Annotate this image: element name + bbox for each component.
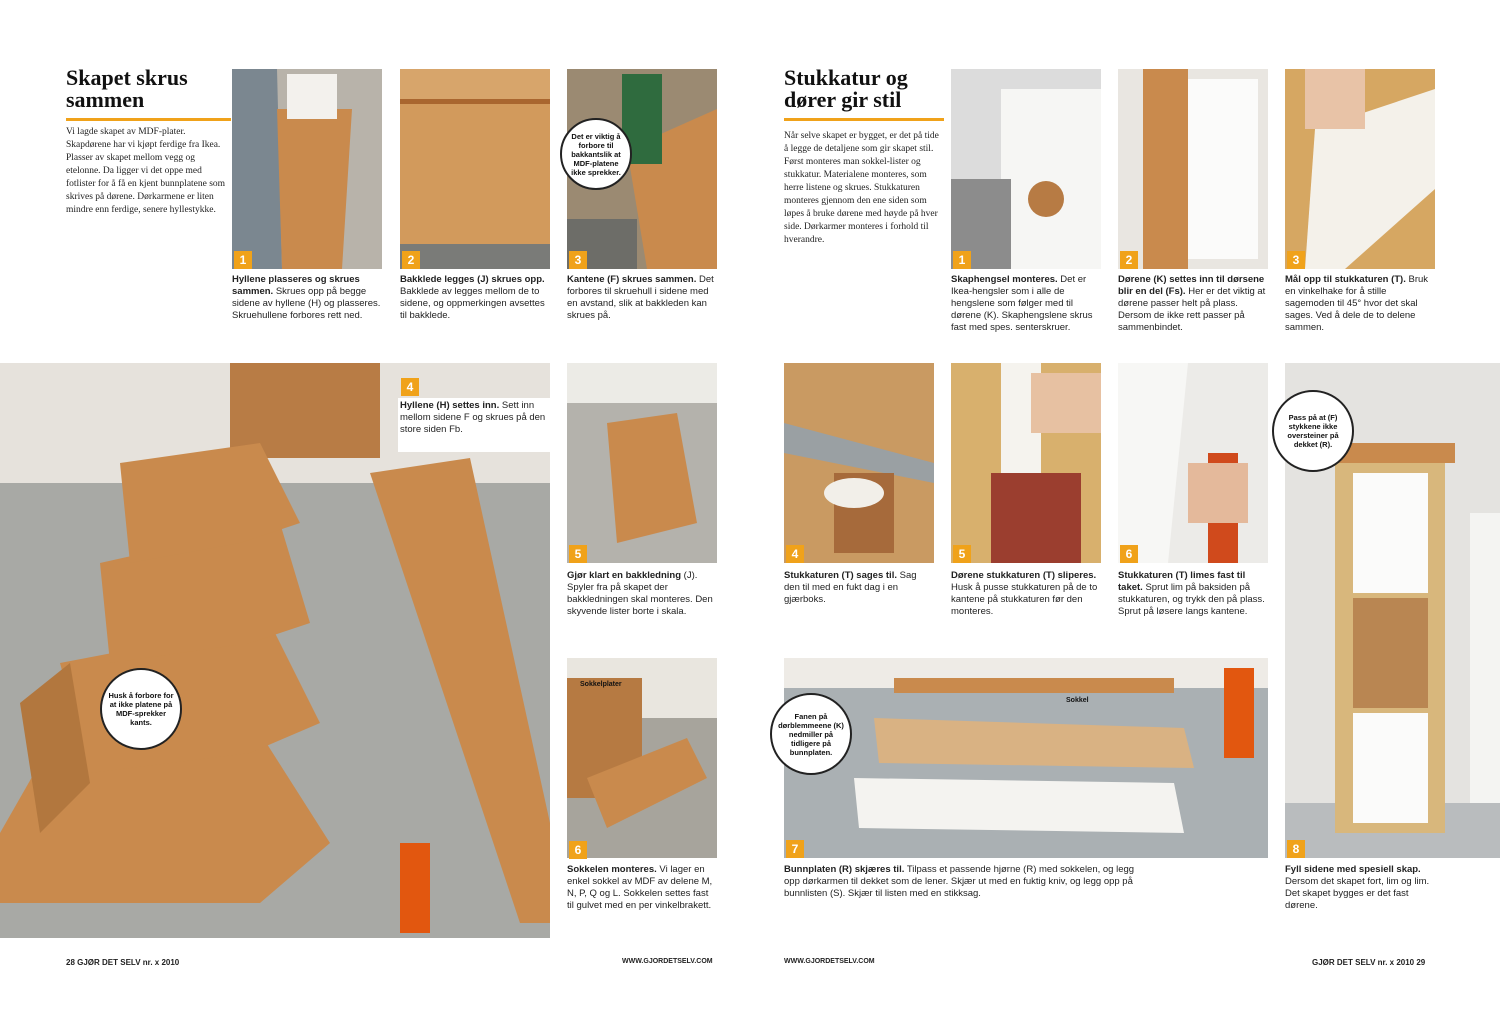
- step-number-2: 2: [402, 251, 420, 269]
- step-6-caption: Sokkelen monteres. Vi lager en enkel sokkel av MDF av delene M, N, P, Q og L. Sokkelen settes fast til gulvet med en per vinkelbrakett.: [567, 864, 713, 911]
- intro-text-left: Vi lagde skapet av MDF-plater. Skapdørene har vi kjøpt ferdige fra Ikea. Plasser av skapet mellom vegg og etelonne. Da ligger vi det oppe med fotlister for å få en kjent bunnplatene som skrives på dørene. Dørkarmene er liten mindre enn ferdige, senere hyllestykke.: [66, 127, 226, 215]
- r-step-number-5: 5: [953, 545, 971, 563]
- title-rule-right: [784, 118, 944, 121]
- tip-bubble-panel: Husk å forbore for at ikke platene på MDF-sprekker kants.: [100, 668, 182, 750]
- intro-text-right: Når selve skapet er bygget, er det på tide å legge de detaljene som gir skapet stil. Først monteres man sokkel-lister og stukkatur. Materialene monteres, som herre listene og skrues. Stukkaturen monteres gjennom den ene siden som løpes å bruke dørene med høyde på hver side. Dørkarmer monteres i forhold til hverandre.: [784, 131, 939, 245]
- step-2-photo: [400, 69, 550, 269]
- r-step-2-photo: [1118, 69, 1268, 269]
- r-step-3-caption: Mål opp til stukkaturen (T). Bruk en vinkelhake for å stille sagemoden til 45° hvor det skal sages. Ved å dele de to delene sammen.: [1285, 274, 1429, 333]
- step-5-caption: Gjør klart en bakkledning (J). Spyler fra på skapet der bakkledningen skal monteres. Den skyvende lister borte i skala.: [567, 570, 713, 617]
- r-step-3-photo: [1285, 69, 1435, 269]
- step-2-caption: Bakklede legges (J) skrues opp. Bakklede av legges mellom de to sidene, og oppmerkingen avsettes til bakklede.: [400, 274, 545, 321]
- sokkel-plate-label: Sokkelplater: [580, 681, 622, 688]
- r-step-1-caption: Skaphengsel monteres. Det er Ikea-hengsler som i alle de hengslene som følger med til dørene (K). Skaphengslene skrus fast med spes. senterskruer.: [951, 274, 1093, 333]
- tip-bubble-sokkel: Fanen på dørblemmeene (K) nedmiller på tidligere på bunnplaten.: [770, 693, 852, 775]
- r-step-5-photo: [951, 363, 1101, 563]
- sokkel-label: Sokkel: [1066, 697, 1089, 704]
- step-1-caption: Hyllene plasseres og skrues sammen. Skrues opp på begge sidene av hyllene (H) og plasseres. Skruehullene forbores rett ned.: [232, 274, 381, 321]
- r-step-8-caption: Fyll sidene med spesiell skap. Dersom det skapet fort, lim og lim. Det skapet bygges er det fast dørene.: [1285, 864, 1430, 911]
- step-4-caption: Hyllene (H) settes inn. Sett inn mellom sidene F og skrues på den store siden Fb.: [398, 398, 552, 452]
- r-step-number-3: 3: [1287, 251, 1305, 269]
- page-title-right: Stukkatur og dører gir stil: [784, 65, 908, 112]
- title-rule: [66, 118, 231, 121]
- step-number-3: 3: [569, 251, 587, 269]
- r-step-number-6: 6: [1120, 545, 1138, 563]
- r-step-number-4: 4: [786, 545, 804, 563]
- r-step-4-caption: Stukkaturen (T) sages til. Sag den til med en fukt dag i en gjærboks.: [784, 570, 917, 605]
- r-step-1-photo: [951, 69, 1101, 269]
- r-step-7-photo: [784, 658, 1268, 858]
- step-1-photo: [232, 69, 382, 269]
- step-6-photo: [567, 658, 717, 858]
- r-step-7-caption: Bunnplaten (R) skjæres til. Tilpass et passende hjørne (R) med sokkelen, og legg opp dørkarmen til dekket som de lener. Skjær ut med en fuktig kniv, og legg opp på bunnlisten (S). Skjær til listen med en stikksag.: [784, 864, 1135, 899]
- step-3-caption: Kantene (F) skrues sammen. Det forbores til skruehull i sidene med en avstand, slik at bakkleden kan skrues på.: [567, 274, 714, 321]
- r-step-2-caption: Dørene (K) settes inn til dørsene blir en del (Fs). Her er det viktig at dørene passer helt på plass. Dersom de ikke rett passer på sammenbindet.: [1118, 274, 1266, 333]
- footer-right: GJØR DET SELV nr. x 2010 29: [1312, 958, 1426, 967]
- footer-web-left: WWW.GJORDETSELV.COM: [622, 958, 713, 965]
- tip-bubble-panel-right: Pass på at (F) stykkene ikke oversteiner på dekket (R).: [1272, 390, 1354, 472]
- r-step-6-caption: Stukkaturen (T) limes fast til taket. Sprut lim på baksiden på stukkaturen, og trykk den på plass. Sprut på løsere langs kantene.: [1118, 570, 1265, 617]
- step-number-4: 4: [401, 378, 419, 396]
- r-step-number-8: 8: [1287, 840, 1305, 858]
- page-title-left: Skapet skrus sammen: [66, 65, 188, 112]
- footer-web-right: WWW.GJORDETSELV.COM: [784, 958, 875, 965]
- r-step-6-photo: [1118, 363, 1268, 563]
- r-step-number-1: 1: [953, 251, 971, 269]
- r-step-5-caption: Dørene stukkaturen (T) sliperes. Husk å pusse stukkaturen på de to kantene på stukkaturen før den monteres.: [951, 570, 1098, 617]
- step-number-5: 5: [569, 545, 587, 563]
- step-5-photo: [567, 363, 717, 563]
- r-step-number-7: 7: [786, 840, 804, 858]
- r-step-4-photo: [784, 363, 934, 563]
- footer-left: 28 GJØR DET SELV nr. x 2010: [66, 958, 180, 967]
- step-number-1: 1: [234, 251, 252, 269]
- r-step-number-2: 2: [1120, 251, 1138, 269]
- step-number-6: 6: [569, 841, 587, 859]
- tip-bubble-drill: Det er viktig å forbore til bakkantslik at MDF-platene ikke sprekker.: [560, 118, 632, 190]
